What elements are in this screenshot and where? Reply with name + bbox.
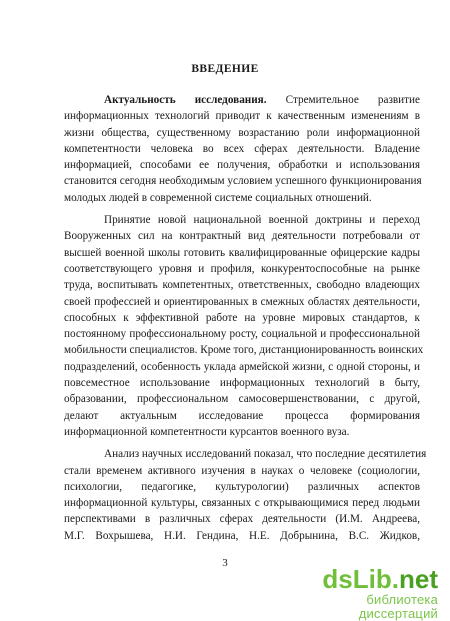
paragraph-line: информационной культуры, связанных с открывающимися перед людьми xyxy=(64,497,420,510)
page-title: ВВЕДЕНИЕ xyxy=(191,63,259,75)
paragraph-line: компетентности человека во всех сферах деятельности. Владение xyxy=(64,142,420,155)
paragraph-line: образовании, профессиональном самосовершенствовании, с другой, xyxy=(64,393,420,406)
lead-text: Стремительное развитие xyxy=(266,94,421,106)
paragraph-line xyxy=(104,92,420,108)
paragraph-line: М.Г. Вохрышева, Н.И. Гендина, Н.Е. Добрынина, В.С. Жидков, xyxy=(64,529,420,542)
paragraph-2 xyxy=(64,212,424,440)
watermark-logo[interactable] xyxy=(288,564,438,621)
paragraph-line: перспективами в различных сферах деятельности (И.М. Андреева, xyxy=(64,513,420,526)
paragraph-line: Вооруженных сил на контрактный вид деятельности потребовали от xyxy=(64,230,420,243)
paragraph-1 xyxy=(64,92,422,206)
paragraph-line: становится сегодня необходимым условием успешного функционирования xyxy=(64,175,422,188)
paragraph-line: информационных технологий приводит к качественным изменениям в xyxy=(64,110,420,123)
paragraph-line: информационной компетентности курсантов военного вуза. xyxy=(64,425,350,438)
paragraph-line: соответствующего уровня и профиля, конкурентоспособные на рынке xyxy=(64,262,420,275)
paragraph-line: стали временем активного изучения в науках о человеке (социологии, xyxy=(64,464,420,477)
site-subtitle: библиотека диссертаций xyxy=(358,592,438,621)
paragraph-line: Анализ научных исследований показал, что последние десятилетия xyxy=(104,448,427,461)
site-logo: dsLib.net xyxy=(322,564,438,594)
paragraph-line: способных к эффективной работе на уровне мировых стандартов, к xyxy=(64,311,420,324)
paragraph-line: повсеместное использование информационных технологий в быту, xyxy=(64,377,420,390)
paragraph-line: информацией, способами ее получения, обработки и использования xyxy=(64,159,420,172)
paragraph-line: своей профессией и ориентированных в смежных областях деятельности, xyxy=(64,295,420,308)
paragraph-line: жизни общества, существенному возрастанию роли информационной xyxy=(64,126,420,139)
paragraph-line: Принятие новой национальной военной доктрины и переход xyxy=(104,214,420,227)
paragraph-line: психологии, педагогике, культурологии) различных аспектов xyxy=(64,480,420,493)
paragraph-line: делают актуальным исследование процесса формирования xyxy=(64,409,420,422)
body-text xyxy=(64,92,427,544)
paragraph-line: мобильности специалистов. Кроме того, дистанционированность воинских xyxy=(64,344,424,357)
paragraph-line: высшей военной школы готовить квалифицированные офицерские кадры xyxy=(64,246,420,259)
paragraph-line: молодых людей в современной системе социальных отношений. xyxy=(64,191,372,204)
paragraph-line: подразделений, особенность уклада армейской жизни, с одной стороны, и xyxy=(64,360,420,373)
paragraph-3 xyxy=(64,446,427,544)
paragraph-line: труда, воспитывать компетентных, ответственных, свободно владеющих xyxy=(64,279,420,292)
page-number: 3 xyxy=(222,557,228,569)
paragraph-line: постоянному профессиональному росту, социальной и профессиональной xyxy=(64,328,420,341)
lead-heading: Актуальность исследования. xyxy=(104,94,267,106)
